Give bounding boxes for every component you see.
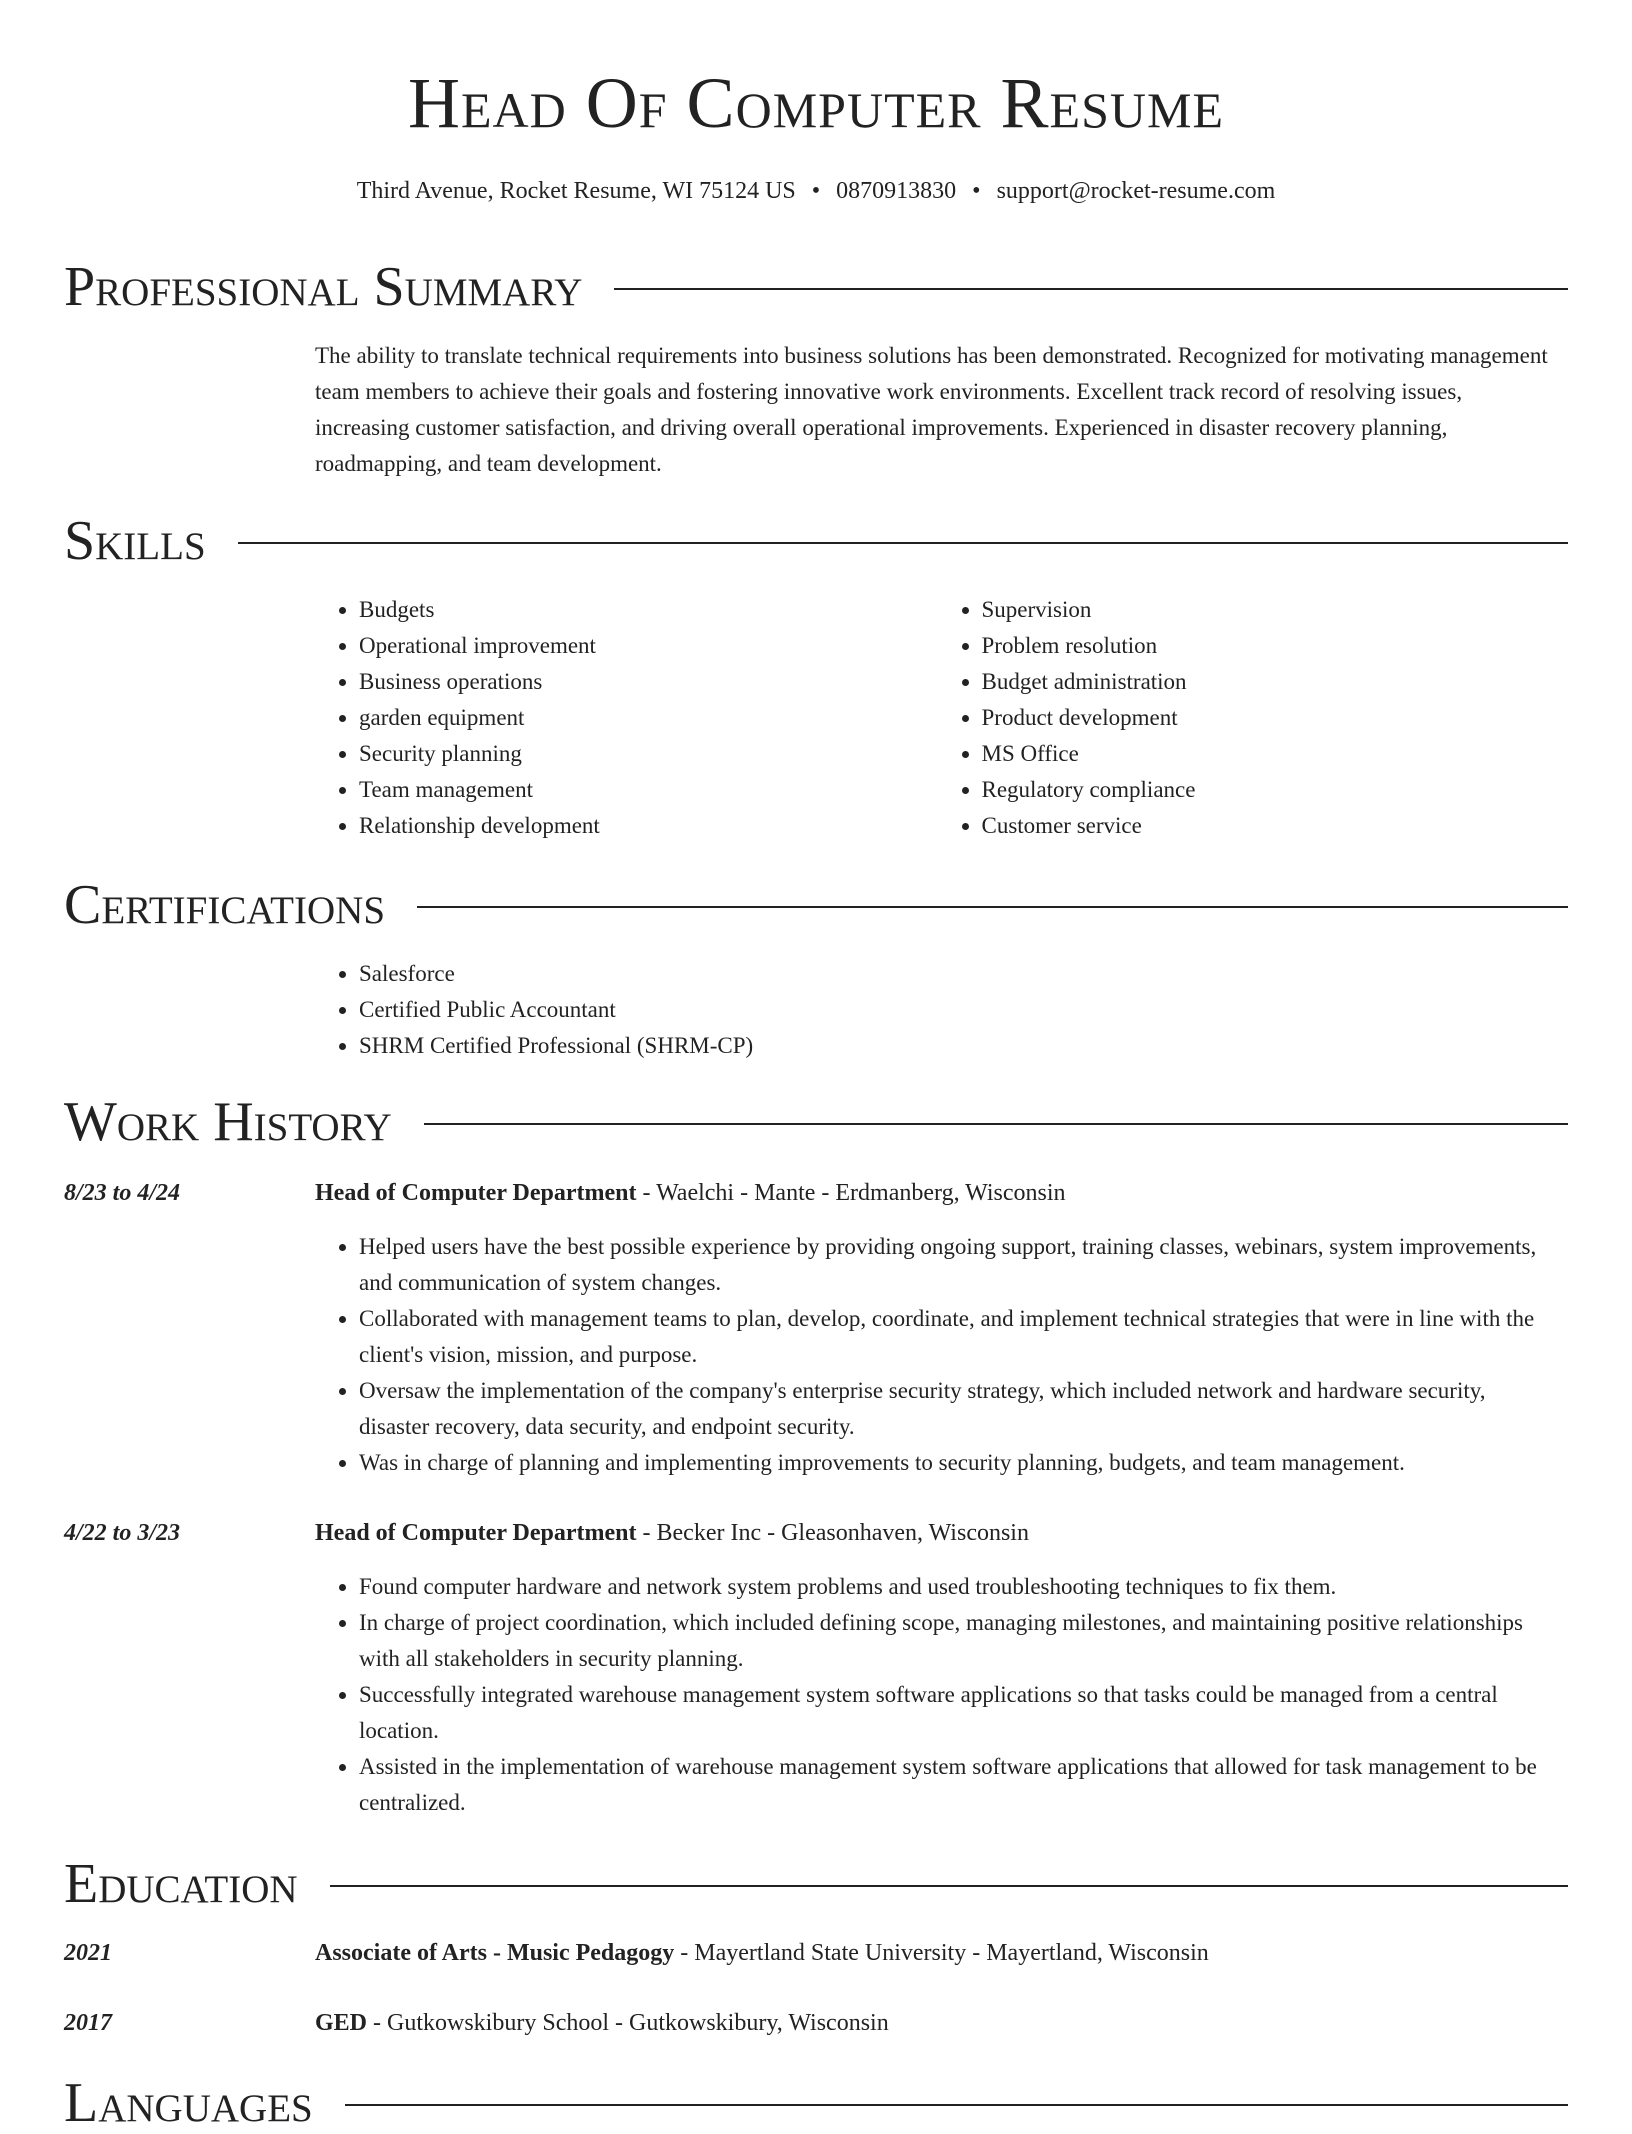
job-heading (315, 1176, 1568, 1210)
education-heading-line (315, 2006, 1568, 2040)
skill-item: • Team management (359, 772, 938, 808)
certification-item: • Salesforce (359, 956, 1560, 992)
skill-item: • Supervision (982, 592, 1561, 628)
job-bullet: • Collaborated with management teams to plan, develop, coordinate, and implement technical strategies that were in line with the client's vision, mission, and purpose. (359, 1301, 1560, 1373)
contact-email[interactable]: support@rocket-resume.com (996, 178, 1276, 204)
job-bullet: • Helped users have the best possible experience by providing ongoing support, training classes, webinars, system improvements, and communication of system changes. (359, 1229, 1560, 1301)
work-heading-row (64, 1091, 1568, 1153)
work-heading: Work History (64, 1091, 392, 1153)
skills-list (315, 592, 1560, 844)
job-bullet: • Assisted in the implementation of warehouse management system software applications that allowed for task management to be centralized. (359, 1749, 1560, 1821)
job-bullets (315, 1569, 1560, 1821)
job-details: - Becker Inc - Gleasonhaven, Wisconsin (636, 1520, 1029, 1546)
education-heading: Education (64, 1853, 298, 1915)
skills-heading: Skills (64, 510, 206, 572)
skill-item: • Budgets (359, 592, 938, 628)
education-year: 2021 (64, 1940, 112, 1966)
certification-item: • SHRM Certified Professional (SHRM-CP) (359, 1028, 1560, 1064)
education-details: - Mayertland State University - Mayertland, Wisconsin (674, 1940, 1209, 1966)
summary-text: The ability to translate technical requirements into business solutions has been demonstrated. Recognized for motivating management team members to achieve their goals and fostering innovative work environments. Excellent track record of resolving issues, increasing customer satisfaction, and driving overall operational improvements. Experienced in disaster recovery planning, roadmapping, and team development. (315, 343, 1548, 476)
skill-item: • Problem resolution (982, 628, 1561, 664)
skill-item: • Regulatory compliance (982, 772, 1561, 808)
skill-item: • Product development (982, 700, 1561, 736)
contact-phone: 0870913830 (836, 178, 957, 204)
job-bullet: • In charge of project coordination, which included defining scope, managing milestones, and maintaining positive relationships with all stakeholders in security planning. (359, 1605, 1560, 1677)
skill-item: • Budget administration (982, 664, 1561, 700)
certifications-list (315, 956, 1560, 1064)
job-bullet: • Was in charge of planning and implementing improvements to security planning, budgets, and team management. (359, 1445, 1560, 1481)
section-divider (614, 288, 1568, 290)
summary-heading: Professional Summary (64, 256, 583, 318)
job-bullet: • Successfully integrated warehouse management system software applications so that tasks could be managed from a central location. (359, 1677, 1560, 1749)
job-title: Head of Computer Department (315, 1520, 637, 1546)
certifications-heading-row (64, 874, 1568, 936)
section-divider (238, 542, 1568, 544)
education-degree: GED (315, 2010, 368, 2036)
skill-item: • Operational improvement (359, 628, 938, 664)
job-dates: 8/23 to 4/24 (64, 1180, 181, 1206)
skill-item: • Relationship development (359, 808, 938, 844)
contact-separator: • (972, 178, 981, 204)
job-title: Head of Computer Department (315, 1180, 637, 1206)
skill-item: • Customer service (982, 808, 1561, 844)
contact-separator: • (811, 178, 821, 204)
job-bullet: • Found computer hardware and network system problems and used troubleshooting techniques to fix them. (359, 1569, 1560, 1605)
education-heading-row (64, 1853, 1568, 1915)
certifications-heading: Certifications (64, 874, 386, 936)
skill-item: • Business operations (359, 664, 938, 700)
contact-address: Third Avenue, Rocket Resume, WI 75124 US (356, 178, 796, 204)
skills-heading-row (64, 510, 1568, 572)
contact-line (0, 174, 1632, 208)
resume-title: Head Of Computer Resume (408, 63, 1224, 143)
education-heading-line (315, 1936, 1568, 1970)
skills-column-left (315, 592, 938, 844)
job-heading (315, 1516, 1568, 1550)
job-dates: 4/22 to 3/23 (64, 1520, 181, 1546)
certification-item: • Certified Public Accountant (359, 992, 1560, 1028)
languages-heading-row (64, 2072, 1568, 2134)
job-bullet: • Oversaw the implementation of the company's enterprise security strategy, which included network and hardware security, disaster recovery, data security, and endpoint security. (359, 1373, 1560, 1445)
education-year: 2017 (64, 2010, 112, 2036)
section-divider (417, 906, 1568, 908)
languages-heading: Languages (64, 2072, 313, 2134)
section-divider (330, 1885, 1568, 1887)
summary-heading-row (64, 256, 1568, 318)
skill-item: • MS Office (982, 736, 1561, 772)
job-details: - Waelchi - Mante - Erdmanberg, Wisconsin (636, 1180, 1066, 1206)
skill-item: • Security planning (359, 736, 938, 772)
skills-column-right (938, 592, 1561, 844)
job-bullets (315, 1229, 1560, 1481)
education-details: - Gutkowskibury School - Gutkowskibury, Wisconsin (367, 2010, 889, 2036)
education-degree: Associate of Arts - Music Pedagogy (315, 1940, 675, 1966)
skill-item: • garden equipment (359, 700, 938, 736)
section-divider (345, 2104, 1568, 2106)
section-divider (424, 1123, 1568, 1125)
